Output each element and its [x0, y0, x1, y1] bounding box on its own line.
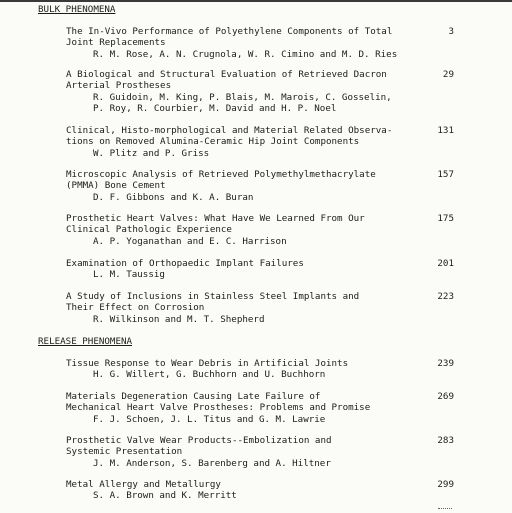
entry-page-number: 201 [437, 258, 454, 269]
toc-entry [66, 69, 406, 114]
entry-page-number: 29 [442, 69, 454, 80]
entry-authors-line: S. A. Brown and K. Merritt [93, 490, 237, 502]
toc-entry [66, 435, 406, 469]
toc-entry [66, 391, 406, 425]
entry-title-line: The In-Vivo Performance of Polyethylene Components of Total [66, 26, 393, 37]
entry-title-line: Metal Allergy and Metallurgy [66, 479, 221, 490]
toc-entry [66, 125, 406, 159]
entry-title-line: A Study of Inclusions in Stainless Steel Implants and [66, 291, 360, 302]
entry-title-line: tions on Removed Alumina-Ceramic Hip Joint Components [66, 136, 360, 148]
section-heading-release-phenomena: RELEASE PHENOMENA [38, 336, 133, 347]
entry-authors-line: J. M. Anderson, S. Barenberg and A. Hiltner [93, 457, 331, 469]
toc-entry [66, 258, 406, 281]
toc-entry [66, 169, 406, 203]
entry-page-number: 239 [437, 358, 454, 369]
entry-authors-line: R. M. Rose, A. N. Crugnola, W. R. Cimino and M. D. Ries [93, 48, 398, 60]
entry-title-line: Their Effect on Corrosion [66, 302, 205, 314]
entry-authors-line: P. Roy, R. Courbier, M. David and H. P. Noel [93, 102, 337, 114]
section-heading-bulk-phenomena: BULK PHENOMENA [38, 4, 116, 15]
entry-authors-line: R. Wilkinson and M. T. Shepherd [93, 313, 265, 325]
cut-off-next-entry-mark [438, 508, 452, 513]
entry-title-line: A Biological and Structural Evaluation of Retrieved Dacron [66, 69, 387, 80]
toc-entry [66, 479, 406, 502]
entry-page-number: 223 [437, 291, 454, 302]
entry-page-number: 3 [448, 26, 454, 37]
entry-authors-line: L. M. Taussig [93, 269, 165, 281]
entry-title-line: Clinical, Histo-morphological and Material Related Observa- [66, 125, 393, 136]
entry-page-number: 269 [437, 391, 454, 402]
entry-authors-line: R. Guidoin, M. King, P. Blais, M. Marois, C. Gosselin, [93, 91, 392, 103]
entry-authors-line: F. J. Schoen, J. L. Titus and G. M. Lawrie [93, 413, 326, 425]
entry-title-line: Prosthetic Heart Valves: What Have We Learned From Our [66, 213, 365, 224]
entry-page-number: 157 [437, 169, 454, 180]
entry-authors-line: H. G. Willert, G. Buchhorn and U. Buchhorn [93, 369, 326, 381]
toc-entry [66, 291, 406, 325]
entry-title-line: Arterial Prostheses [66, 80, 172, 92]
entry-title-line: (PMMA) Bone Cement [66, 180, 166, 192]
entry-title-line: Microscopic Analysis of Retrieved Polymethylmethacrylate [66, 169, 376, 180]
entry-page-number: 299 [437, 479, 454, 490]
entry-authors-line: A. P. Yoganathan and E. C. Harrison [93, 235, 287, 247]
entry-page-number: 131 [437, 125, 454, 136]
entry-title-line: Prosthetic Valve Wear Products--Embolization and [66, 435, 332, 446]
entry-title-line: Clinical Pathologic Experience [66, 224, 232, 236]
entry-title-line: Systemic Presentation [66, 446, 183, 458]
entry-authors-line: D. F. Gibbons and K. A. Buran [93, 191, 254, 203]
entry-page-number: 283 [437, 435, 454, 446]
entry-title-line: Tissue Response to Wear Debris in Artificial Joints [66, 358, 349, 369]
entry-title-line: Joint Replacements [66, 37, 166, 49]
toc-entry [66, 26, 406, 60]
entry-authors-line: W. Plitz and P. Griss [93, 147, 210, 159]
toc-entry [66, 213, 406, 247]
entry-title-line: Materials Degeneration Causing Late Failure of [66, 391, 321, 402]
entry-page-number: 175 [437, 213, 454, 224]
entry-title-line: Mechanical Heart Valve Prostheses: Problems and Promise [66, 402, 371, 414]
top-edge-rule [0, 0, 512, 2]
toc-entry [66, 358, 406, 381]
entry-title-line: Examination of Orthopaedic Implant Failures [66, 258, 304, 269]
